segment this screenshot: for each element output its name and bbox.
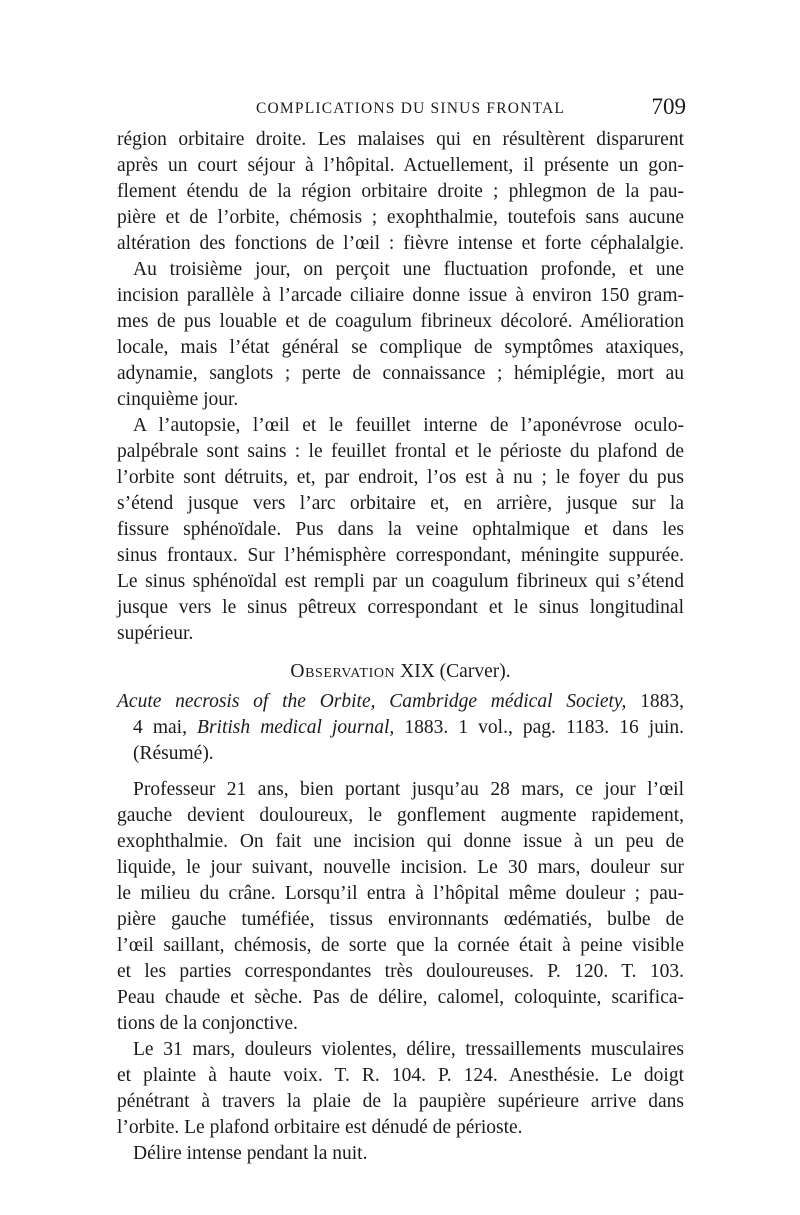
text-line: exophthalmie. On fait une incision qui donne issue à un peu de xyxy=(117,831,684,852)
text-line: locale, mais l’état général se complique de symptômes ataxiques, xyxy=(117,337,684,358)
text-line: liquide, le jour suivant, nouvelle incision. Le 30 mars, douleur sur xyxy=(117,857,684,878)
citation-reference: 1883. 1 vol., pag. 1183. 16 juin. xyxy=(404,717,685,738)
page-number: 709 xyxy=(651,94,686,119)
text-line: flement étendu de la région orbitaire droite ; phlegmon de la pau- xyxy=(117,181,684,202)
text-line: palpébrale sont sains : le feuillet frontal et le périoste du plafond de xyxy=(117,441,684,462)
citation-date: 4 mai, xyxy=(133,717,187,738)
text-line: Peau chaude et sèche. Pas de délire, calomel, coloquinte, scarifica- xyxy=(117,987,684,1008)
citation-journal: British medical journal, xyxy=(197,717,395,738)
text-line: région orbitaire droite. Les malaises qui en résultèrent disparurent xyxy=(117,129,684,150)
page-header xyxy=(256,96,686,124)
paragraph-last-line: supérieur. xyxy=(117,623,194,644)
paragraph-single-line: Délire intense pendant la nuit. xyxy=(133,1143,368,1164)
text-line: l’orbite sont détruits, et, par endroit, l’os est à nu ; le foyer du pus xyxy=(117,467,684,488)
paragraph-first-line: Professeur 21 ans, bien portant jusqu’au 28 mars, ce jour l’œil xyxy=(133,779,684,800)
citation-title: Acute necrosis of the Orbite, Cambridge médical Society, xyxy=(117,691,627,712)
text-line: gauche devient douloureux, le gonflement augmente rapidement, xyxy=(117,805,684,826)
text-line: après un court séjour à l’hôpital. Actuellement, il présente un gon- xyxy=(117,155,684,176)
text-line: pénétrant à travers la plaie de la paupière supérieure arrive dans xyxy=(117,1091,684,1112)
running-title: COMPLICATIONS DU SINUS FRONTAL xyxy=(256,100,566,117)
paragraph-first-line: Au troisième jour, on perçoit une fluctuation profonde, et une xyxy=(133,259,684,280)
paragraph-last-line: l’orbite. Le plafond orbitaire est dénudé de périoste. xyxy=(117,1117,523,1138)
text-line: l’œil saillant, chémosis, de sorte que la cornée était à peine visible xyxy=(117,935,684,956)
paragraph-last-line: cinquième jour. xyxy=(117,389,239,410)
paragraph-first-line: Le 31 mars, douleurs violentes, délire, tressaillements musculaires xyxy=(133,1039,684,1060)
text-line: s’étend jusque vers l’arc orbitaire et, en arrière, jusque sur la xyxy=(117,493,684,514)
paragraph-last-line: tions de la conjonctive. xyxy=(117,1013,298,1034)
text-line: adynamie, sanglots ; perte de connaissance ; hémiplégie, mort au xyxy=(117,363,684,384)
text-line: Le sinus sphénoïdal est rempli par un coagulum fibrineux qui s’étend xyxy=(117,571,684,592)
text-line: jusque vers le sinus pêtreux correspondant et le sinus longitudinal xyxy=(117,597,684,618)
text-line: mes de pus louable et de coagulum fibrineux décoloré. Amélioration xyxy=(117,311,684,332)
observation-heading xyxy=(117,660,684,684)
observation-number: XIX (Carver). xyxy=(400,661,511,682)
text-line: altération des fonctions de l’œil : fièvre intense et forte céphalalgie. xyxy=(117,233,684,254)
observation-label: Observation xyxy=(290,661,396,682)
paragraph-first-line: A l’autopsie, l’œil et le feuillet interne de l’aponévrose oculo- xyxy=(133,415,684,436)
text-line: pière gauche tuméfiée, tissus environnants œdématiés, bulbe de xyxy=(117,909,684,930)
citation-line xyxy=(133,716,684,740)
citation-summary: (Résumé). xyxy=(133,743,214,764)
text-line: et plainte à haute voix. T. R. 104. P. 124. Anesthésie. Le doigt xyxy=(117,1065,684,1086)
text-line: le milieu du crâne. Lorsqu’il entra à l’hôpital même douleur ; pau- xyxy=(117,883,684,904)
citation-line xyxy=(117,690,684,714)
text-line: pière et de l’orbite, chémosis ; exophthalmie, toutefois sans aucune xyxy=(117,207,684,228)
text-line: incision parallèle à l’arcade ciliaire donne issue à environ 150 gram- xyxy=(117,285,684,306)
text-line: et les parties correspondantes très douloureuses. P. 120. T. 103. xyxy=(117,961,684,982)
text-line: fissure sphénoïdale. Pus dans la veine ophtalmique et dans les xyxy=(117,519,684,540)
text-line: sinus frontaux. Sur l’hémisphère correspondant, méningite suppurée. xyxy=(117,545,684,566)
citation-year: 1883, xyxy=(640,691,684,712)
